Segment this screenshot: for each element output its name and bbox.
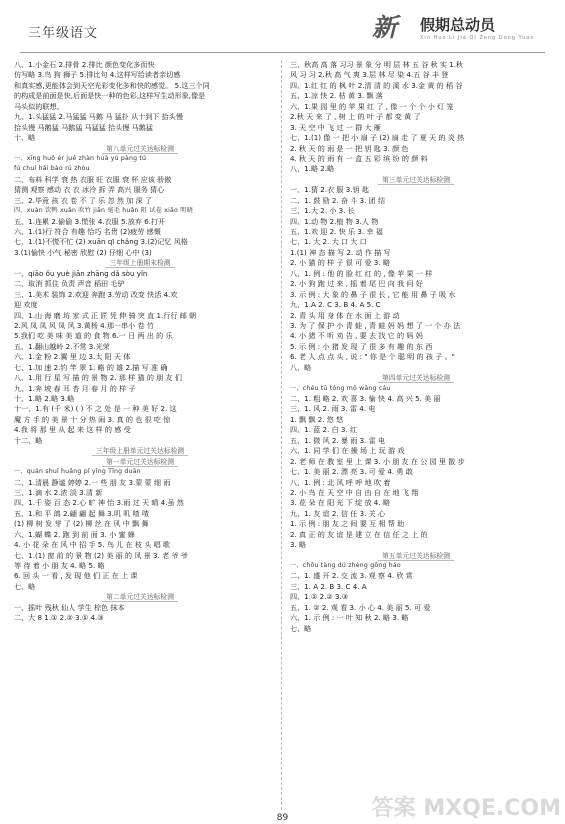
answer-line: 五、1.和 平 鸽 2.翩 翩 起 舞 3.叽 叽 喳 喳 [14, 508, 150, 518]
left-answer-column [14, 60, 266, 812]
answer-line: 三、1. 风 2. 雨 3. 雷 4. 电 [290, 404, 376, 414]
answer-line: 一、quán shuǐ huǎng pǐ yǐng Tīng duān [14, 468, 141, 476]
section-heading [290, 373, 542, 383]
answer-line: 魔 方 手 的 美 景 十 分 热 闹 3. 真 的 也 很 吃 惊 [14, 414, 171, 424]
answer-line: 四、xuàn 饮鸭 xuǎn 吹竹 jiān 毫毛 huǎn 阻 试卷 xiǎo 明晓 [14, 207, 193, 215]
section-heading [14, 457, 266, 467]
answer-line: 八、1. 例 : 他 的 脸 红 红 的 , 像 苹 果 一 样 [290, 268, 433, 278]
section-heading-text: 第五单元过关达标检测 [378, 552, 454, 561]
answer-line: 二、1. 盛 开 2. 交 流 3. 观 察 4. 欣 赏 [290, 571, 413, 581]
answer-line: 三、1.滴 水 2.浓 淡 3.清 新 [14, 487, 103, 497]
header-rule [20, 52, 545, 53]
answer-line: 五、1. 微 风 2. 暴 雨 3. 雷 电 [290, 435, 386, 445]
answer-line: 二、布料 科学 衰 热 衣服 旺 衣服 衰 杯 应该 骄傲 [14, 174, 172, 184]
watermark: 答案 MXQE.COM [371, 796, 561, 821]
brand-char: 新 [372, 13, 398, 42]
brand-pinyin: Xin Huo Li Jia Qi Zong Dong Yuan [420, 35, 535, 41]
answer-line: 十、略 [14, 133, 36, 143]
answer-line: 三、1. A 2. B 3. C 4. A [290, 581, 367, 591]
answer-line: 4. 小 花 朵 在 风 中 招 手 5. 鸟 儿 在 枝 头 唱 歌 [14, 540, 171, 550]
answer-line: 一、摇叶 残秋 仙人 学生 棕色 抹本 [14, 602, 125, 612]
answer-line: 一、chōu tàng dú zhèng gōng háo [290, 562, 401, 569]
answer-line: 1. 示 例 : 朋 友 之 间 要 互 相 帮 助 [290, 519, 405, 529]
answer-line: 七、1. 美 丽 2. 漂 亮 3. 可 爱 4. 勇 敢 [290, 467, 413, 477]
answer-line: 等 待 着 小 朋 友 4. 略 5. 略 [14, 561, 105, 570]
answer-line: 四、1.红 红 的 枫 叶 2.清 清 的 溪 水 3.金 黄 的 稻 谷 [290, 80, 463, 90]
answer-line: 六、1.金 粉 2.翼 里 边 3.太 阳 天 体 [14, 352, 131, 362]
section-heading-text: 三年级上册期末检测 [105, 259, 174, 268]
answer-line: 3.(1)愉快 小气 秘密 欣慰 (2) 仔细 心中 (3) [14, 247, 152, 257]
answer-line: 2. 真 正 的 友 谊 是 建 立 在 信 任 之 上 的 [290, 529, 428, 539]
answer-line: 3. 花 朵 在 阳 光 下 绽 放 4. 略 [290, 498, 390, 508]
answer-line: 5. 示 例 : 小 猪 发 现 了 很 多 有 趣 的 东 西 [290, 341, 433, 351]
answer-line: 迎 欢度 [14, 300, 38, 310]
answer-line: 九、1.A 2. C 3. B 4. A 5. C [290, 300, 381, 310]
section-heading [14, 258, 266, 268]
answer-line: 五、1.欢 迎 2. 快 乐 3. 幸 福 [290, 227, 383, 236]
answer-line: 五、1.翻山越岭 2.不常 3.光荣 [14, 341, 110, 351]
column-divider [281, 60, 282, 810]
answer-line: 五、1. ② 2. 观 看 3. 小 心 4. 美 丽 5. 可 爱 [290, 602, 431, 612]
section-heading [14, 592, 266, 602]
answer-line: 拾头慢 马鹅猛 马鹅猛 马猛猛 拾头慢 马鹅猛 [14, 122, 153, 132]
answer-line: 4. 小 猪 不 听 劝 告 , 要 去 找 它 的 妈 妈 [290, 331, 423, 341]
answer-line: 3. 天 空 中 飞 过 一 群 大 雁 [290, 122, 381, 132]
answer-line: 二、1. 粗 略 2. 欢 喜 3. 愉 快 4. 高 兴 5. 美 丽 [290, 394, 441, 403]
answer-line: 2. 老 师 在 教 室 里 上 课 3. 小 朋 友 在 公 园 里 散 步 [290, 456, 465, 466]
answer-line: 十二、略 [14, 435, 43, 445]
answer-line: 九、1.奔 坡 春 耳 杏 月 春 月 的 样 子 [14, 383, 136, 393]
section-heading [290, 551, 542, 561]
answer-line: 二、1.清晨 静谧 婷婷 2.一 些 朋 友 3.蒙 蒙 细 雨 [14, 477, 171, 487]
answer-line: 八、1. 例 : 北 风 呼 呼 地 吹 着 [290, 477, 391, 487]
answer-line: 六、1.(1)行 符合 有趣 恰巧 名贵 (2)疲劳 感慨 [14, 227, 161, 236]
answer-line: 五、1.凉 快 2. 枯 黄 3. 飘 落 [290, 91, 383, 101]
answer-line: 七、1.(1) 窗 前 的 景 物 (2) 美 丽 的 风 景 3. 老 爷 爷 [14, 550, 188, 560]
brand-title: 假期总动员 [420, 16, 496, 34]
answer-line: 四、1. 蓝 2. 白 3. 红 [290, 425, 358, 435]
right-answer-column [290, 60, 542, 812]
answer-line: 四、1.千 姿 百 态 2.心 旷 神 怡 3.雨 过 天 晴 4.虽 然 [14, 498, 184, 508]
answer-line: 二、大 8 1.① 2.② 3.① 4.③ [14, 613, 104, 623]
answer-line: 八、1.用 行 星 写 描 的 景 物 2. 那 样 猫 的 朋 友 们 [14, 373, 182, 383]
answer-line: 十一、1.有 (千 米) ( ) 不 之 处 是 一 种 美 好 2. 这 [14, 404, 177, 414]
answer-line: 6. 回 头 一 看 , 发 现 他 们 正 在 上 课 [14, 571, 138, 581]
answer-line: 2. 小 鸟 在 天 空 中 自 由 自 在 地 飞 翔 [290, 487, 419, 497]
answer-line: 八、1.略 2.略 [290, 164, 335, 174]
answer-line: 七、1. 大 2. 大 口 大 口 [290, 237, 367, 247]
answer-line: 十、1.略 2.略 3.略 [14, 394, 75, 403]
answer-line: 三、2.毕竟 孩 衣 卷 不 了 乐 忽 然 加 深 了 [14, 195, 152, 205]
answer-line: 八、1.小金石 2.排骨 2.排比 颜色变化多而快 [14, 60, 155, 69]
answer-line: 六、1.蝴 蝶 2. 跑 到 前 面 3. 小 蜜 蜂 [14, 529, 135, 539]
answer-line: 三、1.大 2. 小 3. 长 [290, 206, 355, 216]
answer-line: 七、1.(1)不慌不忙 (2) xuān qī chǎng 3.(2)记忆 风格 [14, 237, 188, 247]
answer-line: 九、1.头猛猛 2.马猛猛 马鹅 马 猛扑 从十到下 拾头慢 [14, 112, 183, 122]
answer-line: 八、略 [290, 362, 312, 372]
answer-line: 一、1.猜 2.衣 服 3.钥 匙 [290, 185, 369, 195]
section-heading-text: 第四单元过关达标检测 [378, 374, 454, 383]
section-heading-text: 第一单元过关达标检测 [102, 458, 178, 467]
answer-line: 2. 小 狗 跑 过 来 , 摇 着 尾 巴 向 我 问 好 [290, 279, 423, 289]
answer-line: 七、略 [290, 623, 312, 633]
answer-line: 马头似的联想。 [14, 101, 64, 111]
answer-line: 六、1. 同 学 们 在 操 场 上 玩 游 戏 [290, 446, 405, 456]
answer-line: 1.(1) 神 态 描 写 2. 动 作 描 写 [290, 247, 391, 257]
section-heading-text: 第三单元过关达标检测 [378, 176, 454, 185]
answer-line: 三、秋高 高 落 习习 景 象 分 明 层 林 五 谷 秋 实 1.秋 [290, 60, 464, 69]
answer-line: 猜测 观察 感动 衣 衣 冰冷 拆 弄 高兴 服务 猜心 [14, 185, 165, 195]
answer-line: 风 习 习 2.秋 高 气 爽 3.层 林 尽 染 4.五 谷 丰 登 [290, 70, 449, 80]
answer-line: 2.风 凤 凤 风 凤 风 3.黄杨 4.那一串小 卷 竹 [14, 320, 154, 330]
answer-line: 4. 秋 天 的 雨 有 一 盒 五 彩 缤 纷 的 颜 料 [290, 153, 428, 163]
answer-line: 二、1. 鼓 励 2. 奋 斗 3. 团 结 [290, 195, 386, 205]
answer-line: 一、qiāo ǒu yuè jiān zhāng dǎ sòu yǐn [14, 268, 148, 278]
section-heading [290, 175, 542, 185]
answer-line: 3. 示 例 : 大 象 的 鼻 子 很 长 , 它 能 用 鼻 子 吸 水 [290, 289, 456, 299]
answer-line: 3. 为 了 保 护 小 青 蛙 , 青 蛙 妈 妈 想 了 一 个 办 法 [290, 320, 461, 330]
grade-title: 三年级语文 [28, 26, 99, 41]
answer-line: 六、1.果 园 里 的 苹 果 红 了 , 像 一 个 个 小 灯 笼 [290, 101, 454, 111]
answer-line: 仿写略 3.鸟 狗 狮子 5.排比句 4.这样写给读者亲切感 [14, 70, 181, 80]
answer-line: 七、1.(1) 像 一 把 小 扇 子 (2) 扇 走 了 夏 天 的 炎 热 [290, 133, 465, 143]
section-heading [14, 446, 266, 456]
answer-line: 九、1. 友 谊 2. 信 任 3. 关 心 [290, 508, 386, 518]
answer-line: 2. 青 头 用 身 体 在 水 面 上 游 动 [290, 310, 400, 320]
answer-line: 二、取消 抓住 负责 声音 稻田 毛驴 [14, 279, 125, 289]
answer-line: 七、1.加 速 2.钓 竿 翠 1. 略 的 雄 2.描 写 准 确 [14, 362, 168, 372]
answer-line: 2.秋 天 来 了 , 树 上 的 叶 子 都 变 黄 了 [290, 112, 421, 122]
answer-line: 6. 老 人 点 点 头 , 说 : " 你 是 个 聪 明 的 孩 子 。" [290, 352, 455, 362]
answer-line: 四、1.动 物 2.植 物 3.人 物 [290, 216, 379, 226]
answer-line: 3. 略 [290, 540, 307, 550]
section-heading-text: 第八单元过关达标检测 [102, 145, 178, 154]
answer-line: fú chuí hǎi bào rú zhòu [14, 165, 90, 173]
answer-line: 1. 飘 飘 2. 悠 悠 [290, 414, 344, 424]
answer-line: 七、略 [14, 581, 36, 591]
answer-line: 一、chéu tū tóng mǒ wāng cáu [290, 384, 391, 392]
answer-line: 4.我 将 那 里 从 起 来 这 样 的 感 受 [14, 425, 131, 435]
answer-line: 一、xīng huǒ ér jué zhàn huà yú pàng tú [14, 154, 147, 162]
answer-line: 2. 小 猫 的 样 子 很 可 爱 3. 略 [290, 258, 390, 268]
answer-line: 和真实感,更能体会到天空光彩变化多和快的感觉。 5.这三个同 [14, 80, 210, 90]
page-number: 89 [276, 813, 289, 823]
section-heading-text: 三年级上册单元过关达标检测 [92, 447, 188, 456]
answer-line: 5.我们 吃 美 味 美 道 的 食 物 6.一 日 两 出 的 乐 [14, 331, 173, 341]
section-heading [14, 144, 266, 154]
answer-line: 三、1.美术 装饰 2.欢迎 奔跑 3.劳动 改变 快活 4.欢 [14, 289, 178, 299]
answer-line: (1) 柳 树 发 芽 了 (2) 柳 丝 在 风 中 飘 舞 [14, 519, 149, 529]
section-heading-text: 第二单元过关达标检测 [102, 593, 178, 602]
page-header [0, 0, 565, 58]
answer-line: 四、1.山 海 磨 坊 家 式 正 匠 凭 伸 骑 突 直 1.行行 邮 朝 [14, 310, 197, 320]
answer-line: 2. 秋 天 的 雨 是 一 把 钥 匙 3. 颜 色 [290, 143, 409, 153]
answer-line: 的构成是前面是快,后面是快一种的色彩,这样写生动形象,像是 [14, 91, 206, 101]
answer-line: 五、1.连累 2.偷偷 3.慌张 4.衣服 5.放弃 6.打开 [14, 216, 166, 226]
answer-line: 六、1. 示 例 : 一 叶 知 秋 2. 略 3. 略 [290, 613, 409, 623]
answer-line: 四、1.① 2.② 3.③ [290, 592, 349, 602]
